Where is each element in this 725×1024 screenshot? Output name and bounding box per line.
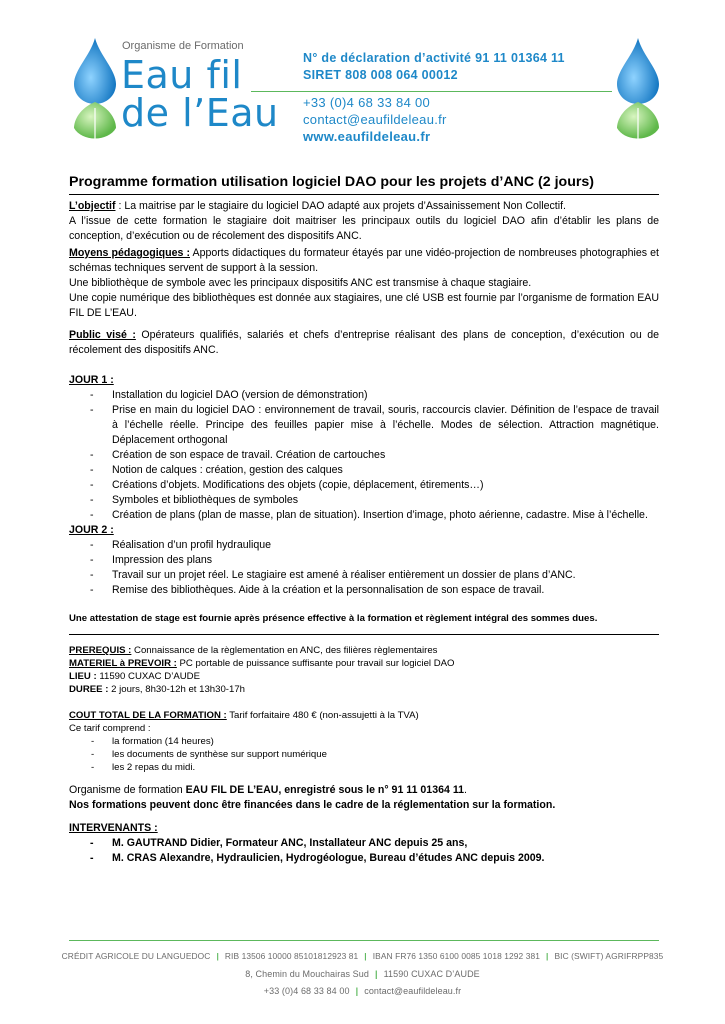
intervenants-list [69,836,659,866]
intervenants-label: INTERVENANTS : [69,822,158,834]
footer-address: 8, Chemin du Mouchairas Sud [245,969,369,979]
duree-label: DUREE : [69,684,109,695]
moyens-copy: Une copie numérique des bibliothèques est donnée aux stagiaires, une clé USB est fournie par l’organisme de formation EAU FIL DE L’EAU. [69,292,659,319]
footer-email: contact@eaufildeleau.fr [364,986,462,996]
list-item: - les documents de synthèse sur support numérique [112,748,659,761]
list-item: - Création de son espace de travail. Création de cartouches [112,448,659,463]
document-body [69,172,659,866]
financement-note: Nos formations peuvent donc être financées dans le cadre de la réglementation sur la formation. [69,799,556,811]
list-item: - Créations d’objets. Modifications des objets (copie, déplacement, étirements…) [112,478,659,493]
list-item: - Impression des plans [112,553,659,568]
declaration-number: N° de déclaration d’activité 91 11 01364 11 [303,51,565,65]
moyens-section [69,246,659,321]
footer-bank: CRÉDIT AGRICOLE DU LANGUEDOC [61,951,211,961]
org-subtitle: Organisme de Formation [122,40,244,52]
siret-number: SIRET 808 008 064 00012 [303,68,458,82]
list-item: - Création de plans (plan de masse, plan de situation). Insertion d’image, photo aérienne, cadastre. Mise à l’échelle. [112,508,659,523]
practical-info [69,644,659,774]
objectif-label: L’objectif [69,200,116,212]
header-divider [251,91,612,92]
water-drop-leaf-logo-left [70,36,120,146]
jour1-label: JOUR 1 : [69,374,114,386]
footer-bank-line: CRÉDIT AGRICOLE DU LANGUEDOC | RIB 13506 10000 85101812923 81 | IBAN FR76 1350 6100 0085 1018 1292 381 | BIC (SWIFT) AGRIFRPP835 [61,951,664,961]
list-item: - Prise en main du logiciel DAO : environnement de travail, souris, raccourcis clavier. Définition de l’espace de travail à l’échelle réelle. Principe des feuilles papier mise à l’échelle. Modes de sélection. Attraction magnétique. Déplacement orthogonal [112,403,659,448]
organisme-section [69,783,659,813]
jour2-list [69,538,659,598]
header-email: contact@eaufildeleau.fr [303,112,447,127]
list-item: - les 2 repas du midi. [112,761,659,774]
jour2-section [69,523,659,598]
objectif-section [69,199,659,244]
brand-name-line1: Eau fil [121,53,243,97]
moyens-label: Moyens pédagogiques : [69,247,190,259]
footer-iban: IBAN FR76 1350 6100 0085 1018 1292 381 [372,951,540,961]
list-item: - M. GAUTRAND Didier, Formateur ANC, Installateur ANC depuis 25 ans, [112,836,659,851]
organisme-period: . [464,784,467,796]
footer-bic: BIC (SWIFT) AGRIFRPP835 [554,951,664,961]
prerequis-label: PREREQUIS : [69,645,132,656]
objectif-text: : La maitrise par le stagiaire du logiciel DAO adapté aux projets d’Assainissement Non Collectif. [115,200,566,212]
section-divider [69,634,659,635]
public-label: Public visé : [69,329,136,341]
duree-text: 2 jours, 8h30-12h et 13h30-17h [108,684,246,695]
materiel-text: PC portable de puissance suffisante pour travail sur logiciel DAO [176,658,455,669]
footer-address-line: 8, Chemin du Mouchairas Sud | 11590 CUXAC D’AUDE [245,969,480,979]
intervenants-section [69,821,659,866]
public-section [69,328,659,358]
list-item: - Remise des bibliothèques. Aide à la création et la personnalisation de son espace de travail. [112,583,659,598]
list-item: - M. CRAS Alexandre, Hydraulicien, Hydrogéologue, Bureau d’études ANC depuis 2009. [112,851,659,866]
letterhead [0,0,725,150]
water-drop-leaf-logo-right [613,36,663,146]
list-item: - Notion de calques : création, gestion des calques [112,463,659,478]
moyens-library: Une bibliothèque de symbole avec les principaux dispositifs ANC est transmise à chaque stagiaire. [69,277,532,289]
organisme-registration: EAU FIL DE L’EAU, enregistré sous le n° 91 11 01364 11 [185,784,465,796]
page-title: Programme formation utilisation logiciel DAO pour les projets d’ANC (2 jours) [69,172,659,195]
lieu-label: LIEU : [69,671,97,682]
list-item: - Réalisation d’un profil hydraulique [112,538,659,553]
organisme-intro: Organisme de formation [69,784,186,796]
attestation-note: Une attestation de stage est fournie après présence effective à la formation et règlement intégral des sommes dues. [69,613,598,624]
tarif-list [69,735,659,774]
header-phone: +33 (0)4 68 33 84 00 [303,95,431,110]
cout-label: COUT TOTAL DE LA FORMATION : [69,710,227,721]
cout-text: Tarif forfaitaire 480 € (non-assujetti à la TVA) [226,710,419,721]
header-website: www.eaufildeleau.fr [303,129,431,144]
footer-rib: RIB 13506 10000 85101812923 81 [224,951,359,961]
footer-city: 11590 CUXAC D’AUDE [383,969,480,979]
objectif-detail: A l’issue de cette formation le stagiaire doit maitriser les principaux outils du logiciel DAO afin d’établir les plans de conception, d’exécution ou de récolement des dispositifs ANC. [69,215,659,242]
list-item: - la formation (14 heures) [112,735,659,748]
jour2-label: JOUR 2 : [69,524,114,536]
footer-contact-line: +33 (0)4 68 33 84 00 | contact@eaufildeleau.fr [263,986,462,996]
materiel-label: MATERIEL à PREVOIR : [69,658,177,669]
list-item: - Symboles et bibliothèques de symboles [112,493,659,508]
tarif-intro: Ce tarif comprend : [69,723,151,734]
brand-name-line2: de l’Eau [121,91,279,135]
public-text: Opérateurs qualifiés, salariés et chefs d’entreprise réalisant des plans de conception, d’exécution ou de récolement des dispositifs ANC. [69,329,659,356]
jour1-section [69,373,659,523]
list-item: - Travail sur un projet réel. Le stagiaire est amené à réaliser entièrement un dossier de plans d’ANC. [112,568,659,583]
moyens-text: Apports didactiques du formateur étayés par une vidéo-projection de nombreuses photographies et schémas techniques servent de support à la session. [69,247,659,274]
prerequis-text: Connaissance de la règlementation en ANC, des filières règlementaires [131,645,438,656]
footer-phone: +33 (0)4 68 33 84 00 [263,986,350,996]
footer-divider [69,940,659,941]
list-item: - Installation du logiciel DAO (version de démonstration) [112,388,659,403]
lieu-text: 11590 CUXAC D’AUDE [96,671,200,682]
jour1-list [69,388,659,523]
